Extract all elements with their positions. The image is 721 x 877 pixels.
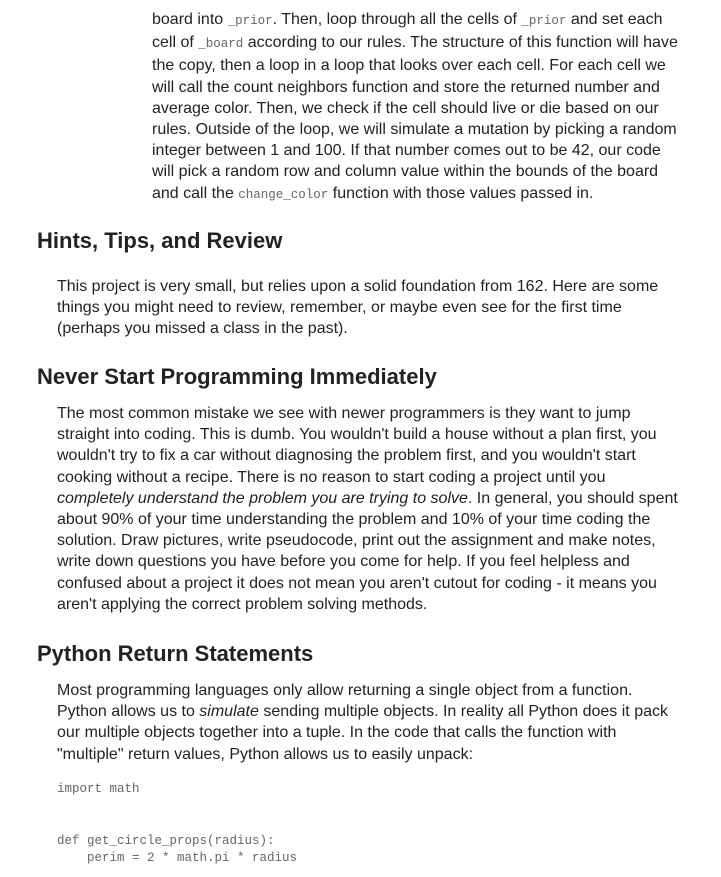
text-run: . In general, you should spent bbox=[467, 489, 678, 507]
text-line bbox=[57, 488, 678, 509]
text-run: things you might need to review, remember, or maybe even see for the first time bbox=[57, 299, 622, 317]
text-line bbox=[57, 445, 678, 466]
text-line bbox=[57, 424, 678, 445]
text-run: board into bbox=[152, 11, 228, 28]
text-run: rules. Outside of the loop, we will simulate a mutation by picking a random bbox=[152, 121, 677, 139]
inline-code: change_color bbox=[238, 187, 329, 202]
intro-paragraph bbox=[152, 9, 678, 206]
text-run: will pick a random row and column value within the bounds of the board bbox=[152, 163, 659, 181]
text-line bbox=[152, 77, 678, 98]
text-run: sending multiple objects. In reality all Python does it pack bbox=[258, 703, 668, 721]
text-run: integer between 1 and 100. If that number comes out to be 42, our code bbox=[152, 142, 661, 160]
text-run: This project is very small, but relies upon a solid foundation from 162. Here are some bbox=[57, 278, 659, 295]
text-run: Most programming languages only allow returning a single object from a function. bbox=[57, 682, 633, 699]
text-line bbox=[152, 98, 678, 119]
text-run: and call the bbox=[152, 184, 239, 202]
text-line bbox=[57, 680, 668, 701]
text-line bbox=[57, 573, 678, 594]
text-run: straight into coding. This is dumb. You wouldn't build a house without a plan first, you bbox=[57, 426, 657, 444]
never-start-paragraph bbox=[57, 403, 678, 615]
text-run: "multiple" return values, Python allows us to easily unpack: bbox=[57, 745, 474, 763]
text-line bbox=[152, 161, 678, 182]
text-line bbox=[152, 32, 678, 55]
text-line bbox=[57, 297, 658, 318]
hints-paragraph bbox=[57, 276, 658, 340]
python-return-paragraph bbox=[57, 680, 668, 765]
text-run: solution. Draw pictures, write pseudocode, print out the assignment and make notes, bbox=[57, 532, 656, 550]
text-run: average color. Then, we check if the cell should live or die based on our bbox=[152, 99, 659, 117]
text-line bbox=[57, 701, 668, 722]
text-run: cell of bbox=[152, 34, 199, 52]
text-run: and set each bbox=[566, 11, 663, 28]
text-line bbox=[57, 530, 678, 551]
text-run: wouldn't try to fix a car without diagnosing the problem first, and you wouldn't start bbox=[57, 447, 636, 465]
text-line bbox=[57, 276, 658, 297]
text-line bbox=[57, 744, 668, 765]
text-run: confused about a project it does not mean you aren't cutout for coding - it means you bbox=[57, 574, 657, 592]
text-run: will call the count neighbors function and store the returned number and bbox=[152, 78, 660, 96]
section-heading-never-start: Never Start Programming Immediately bbox=[37, 364, 437, 389]
section-heading-hints: Hints, Tips, and Review bbox=[37, 228, 283, 253]
section-heading-python-return: Python Return Statements bbox=[37, 641, 314, 666]
code-def-line: def get_circle_props(radius): bbox=[57, 834, 275, 848]
text-line bbox=[57, 467, 678, 488]
inline-code: _prior bbox=[227, 14, 273, 28]
text-line bbox=[152, 9, 678, 32]
text-line bbox=[152, 183, 678, 206]
text-run: about 90% of your time understanding the problem and 10% of your time coding the bbox=[57, 511, 651, 529]
emphasis-text: completely understand the problem you are trying to solve bbox=[57, 489, 468, 507]
text-line bbox=[57, 509, 678, 530]
text-run: write down questions you have before you come for help. If you feel helpless and bbox=[57, 553, 630, 571]
text-run: the copy, then a loop in a loop that looks over each cell. For each cell we bbox=[152, 57, 666, 75]
text-line bbox=[57, 318, 658, 339]
text-line bbox=[152, 140, 678, 161]
text-run: function with those values passed in. bbox=[328, 184, 594, 202]
text-run: The most common mistake we see with newer programmers is they want to jump bbox=[57, 405, 631, 422]
text-line bbox=[152, 55, 678, 76]
text-line bbox=[57, 722, 668, 743]
code-import-line: import math bbox=[57, 782, 140, 796]
text-run: . Then, loop through all the cells of bbox=[272, 11, 522, 28]
text-run: cooking without a recipe. There is no reason to start coding a project until you bbox=[57, 468, 606, 486]
text-run: according to our rules. The structure of this function will have bbox=[243, 34, 678, 52]
emphasis-text: simulate bbox=[199, 703, 259, 721]
inline-code: _prior bbox=[521, 14, 567, 28]
text-line bbox=[57, 551, 678, 572]
text-run: our multiple objects together into a tuple. In the code that calls the function with bbox=[57, 724, 617, 742]
text-line bbox=[57, 594, 678, 615]
text-run: Python allows us to bbox=[57, 703, 200, 721]
text-line bbox=[57, 403, 678, 424]
text-run: (perhaps you missed a class in the past). bbox=[57, 320, 348, 338]
text-run: aren't applying the correct problem solving methods. bbox=[57, 595, 428, 613]
text-line bbox=[152, 119, 678, 140]
inline-code: _board bbox=[198, 37, 244, 52]
code-perim-line: perim = 2 * math.pi * radius bbox=[57, 851, 298, 865]
